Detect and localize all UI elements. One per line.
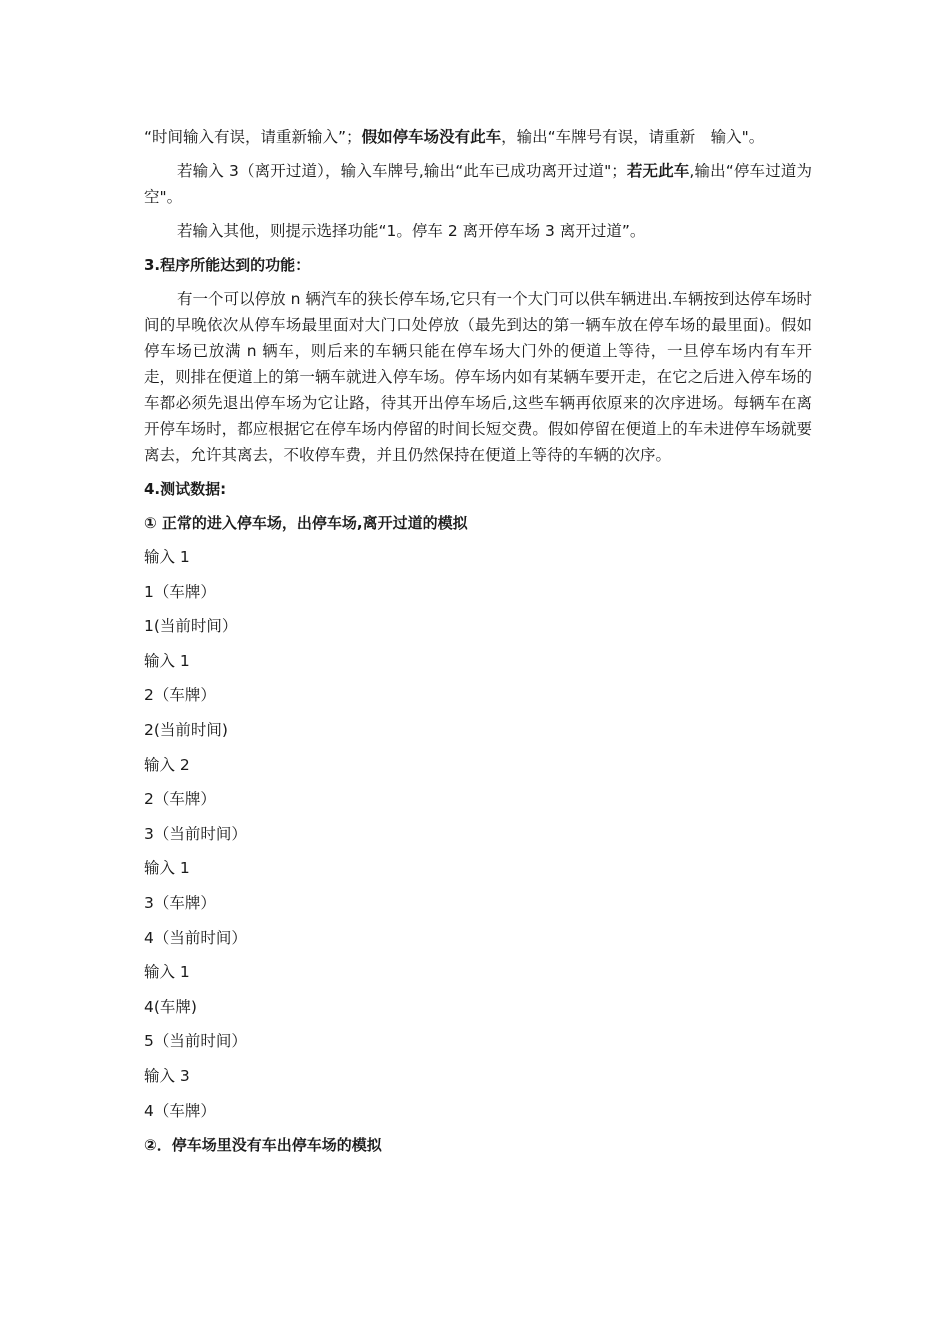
paragraph-description: 有一个可以停放 n 辆汽车的狭长停车场,它只有一个大门可以供车辆进出.车辆按到达停车场时间的早晚依次从停车场最里面对大门口处停放（最先到达的第一辆车放在停车场的最里面)。假如停车场已放满 n 辆车，则后来的车辆只能在停车场大门外的便道上等待，一旦停车场内有车开走，则排在便道上的第一辆车就进入停车场。停车场内如有某辆车要开走，在它之后进入停车场的车都必须先退出停车场为它让路，待其开出停车场后,这些车辆再依原来的次序进场。每辆车在离开停车场时，都应根据它在停车场内停留的时间长短交费。假如停留在便道上的车未进停车场就要离去，允许其离去，不收停车费，并且仍然保持在便道上等待的车辆的次序。 <box>144 290 812 464</box>
section-heading-test-data: 4.测试数据: <box>144 480 227 498</box>
test-input-line: 2（车牌） <box>144 790 216 809</box>
test-input-line: 5（当前时间） <box>144 1032 247 1051</box>
test-input-line: 3（车牌） <box>144 893 216 912</box>
section-heading-functions: 3.程序所能达到的功能： <box>144 256 311 274</box>
test-input-line: 输入 1 <box>144 651 190 670</box>
test-case-heading-1: ① 正常的进入停车场，出停车场,离开过道的模拟 <box>144 514 468 532</box>
paragraph-time-error <box>144 124 812 150</box>
test-input-line: 输入 2 <box>144 755 190 774</box>
test-input-line: 2(当前时间) <box>144 720 228 739</box>
paragraph-input-3 <box>144 158 812 210</box>
text-run: “时间输入有误，请重新输入”； <box>144 128 362 146</box>
test-input-line: 输入 1 <box>144 548 190 566</box>
test-input-list <box>144 544 812 1124</box>
test-input-line: 输入 1 <box>144 963 190 982</box>
test-input-line: 输入 3 <box>144 1066 190 1085</box>
text-run: ,输出“停车过道为空"。 <box>144 162 812 206</box>
paragraph-input-other: 若输入其他，则提示选择功能“1。停车 2 离开停车场 3 离开过道”。 <box>177 222 646 240</box>
test-input-line: 1(当前时间） <box>144 617 238 636</box>
test-case-heading-2: ②．停车场里没有车出停车场的模拟 <box>144 1136 382 1155</box>
test-input-line: 4(车牌) <box>144 997 197 1016</box>
text-run: 若输入 3（离开过道），输入车牌号,输出“此车已成功离开过道"； <box>177 162 627 180</box>
document-page <box>144 124 812 1166</box>
test-input-line: 1（车牌） <box>144 582 216 601</box>
test-input-line: 输入 1 <box>144 859 190 878</box>
test-input-line: 2（车牌） <box>144 686 216 705</box>
test-input-line: 4（当前时间） <box>144 928 247 947</box>
text-run: ，输出“车牌号有误，请重新 输入"。 <box>501 128 765 146</box>
test-input-line: 4（车牌） <box>144 1101 216 1120</box>
bold-text-run: 若无此车 <box>626 162 690 180</box>
test-input-line: 3（当前时间） <box>144 824 247 843</box>
bold-text-run: 假如停车场没有此车 <box>361 128 502 146</box>
